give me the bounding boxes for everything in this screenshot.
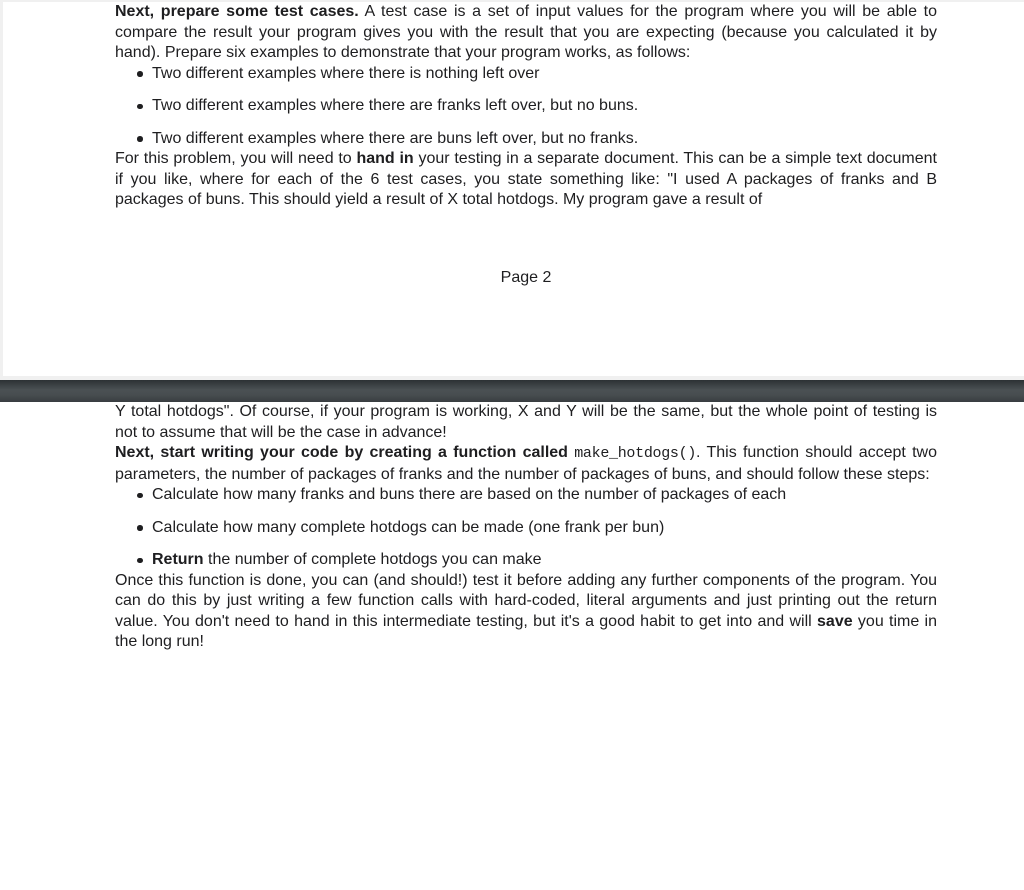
paragraph-prepare-test-cases: [115, 2, 937, 64]
document-page-3: [0, 402, 1024, 890]
text-run: Once this function is done, you can (and should!) test it before adding any further components of the program. You can do this by just writing a few function calls with hard-coded, literal arguments and just printing out the return value. You don't need to hand in this intermediate testing, but it's a good habit to get into and will: [115, 571, 937, 630]
test-cases-bullet-list: [115, 64, 937, 150]
text-run: . This function should accept two parameters, the number of packages of franks and the number of packages of buns, and should follow these steps:: [115, 444, 937, 483]
page-number: Page 2: [500, 268, 552, 286]
bold-run: save: [817, 612, 853, 630]
page-separator-bar: [0, 380, 1024, 402]
text-run: the number of complete hotdogs you can make: [203, 551, 542, 568]
paragraph-once-done: [115, 571, 937, 653]
code-run-make-hotdogs: make_hotdogs(): [574, 445, 697, 462]
text-run: your testing in a separate document. This can be a simple text document if you like, where for each of the 6 test cases, you state something like: "I used A packages of franks and B packages of buns. This should yield a result of X total hotdogs. My program gave a result of: [115, 150, 938, 208]
document-page-2: [3, 2, 1024, 376]
list-item: [152, 518, 937, 539]
text-run: For this problem, you will need to: [115, 150, 357, 167]
bold-run: Return: [152, 551, 204, 568]
text-run: Two different examples where there are buns left over, but no franks.: [152, 129, 639, 147]
list-item: [152, 129, 937, 150]
function-steps-bullet-list: [115, 485, 937, 571]
text-run: Calculate how many complete hotdogs can be made (one frank per bun): [152, 518, 665, 536]
paragraph-hand-in: [115, 149, 937, 211]
text-run: A test case is a set of input values for the program where you will be able to compare the result your program gives you with the result that you are expecting (because you calculated it by hand). Prepare six examples to demonstrate that your program works, as follows:: [115, 3, 937, 61]
list-item: [152, 550, 937, 571]
text-run: Calculate how many franks and buns there are based on the number of packages of each: [152, 486, 787, 503]
bold-run: Next, start writing your code by creating a function called: [115, 444, 575, 461]
text-run: you time in the long run!: [115, 612, 938, 650]
paragraph-x-and-y: Y total hotdogs". Of course, if your program is working, X and Y will be the same, but the whole point of testing is not to assume that will be the case in advance!: [115, 403, 937, 441]
list-item: [152, 64, 937, 85]
bold-run: Next, prepare some test cases.: [115, 3, 359, 20]
paragraph-make-hotdogs: [115, 443, 937, 485]
text-run: Two different examples where there are franks left over, but no buns.: [152, 97, 639, 114]
bold-run: hand in: [356, 150, 414, 167]
list-item: [152, 485, 937, 506]
list-item: [152, 96, 937, 117]
text-run: Two different examples where there is nothing left over: [152, 64, 540, 82]
